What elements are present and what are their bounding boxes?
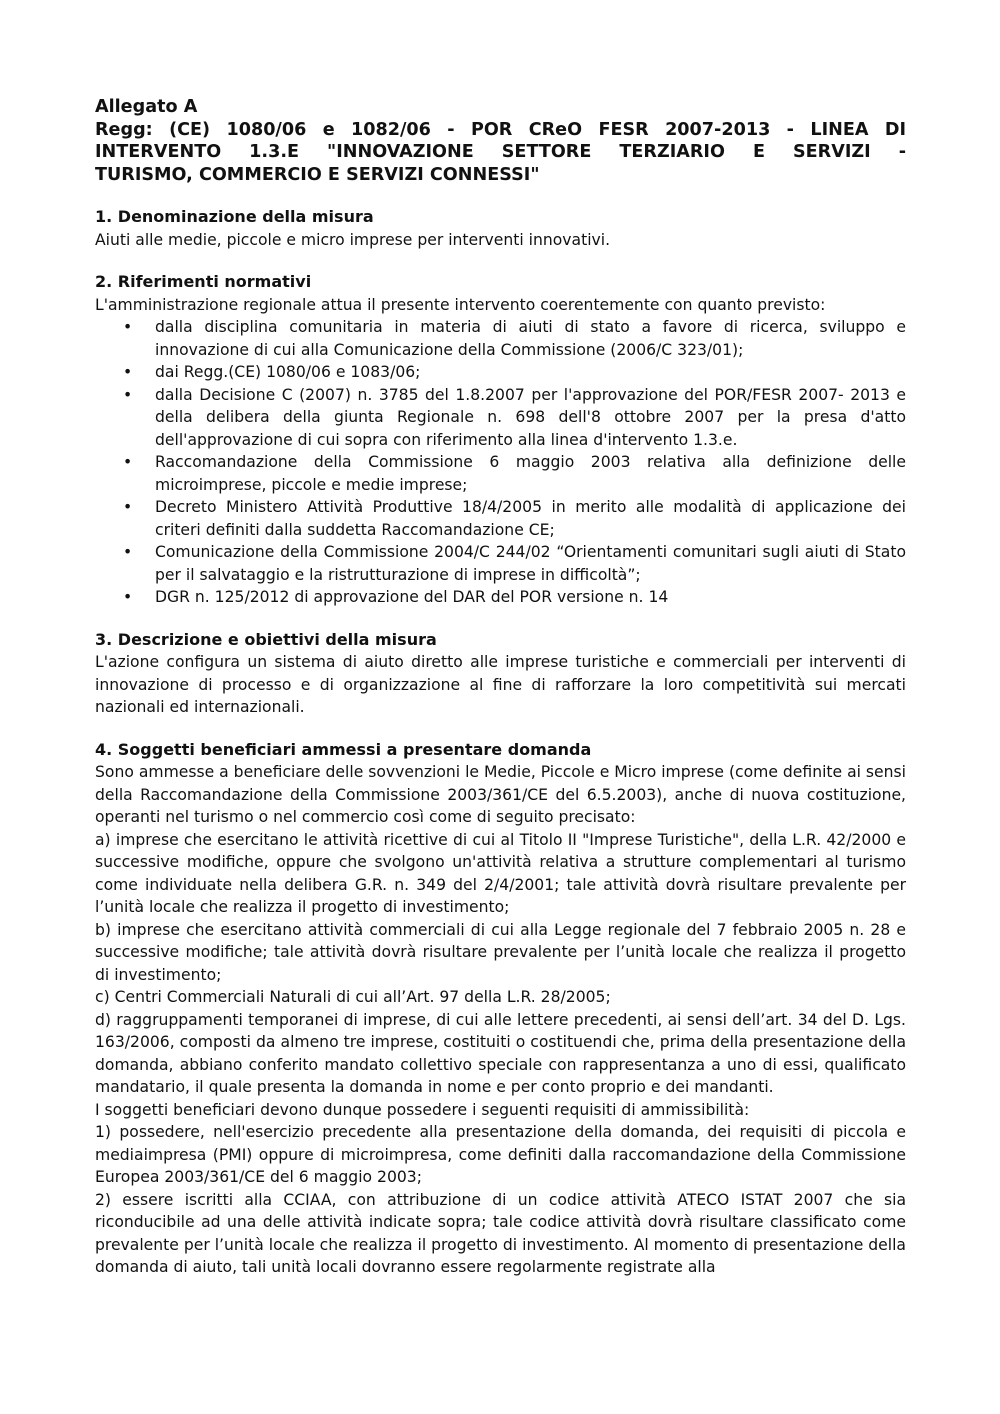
document-title (95, 96, 906, 186)
section-4-heading: 4. Soggetti beneficiari ammessi a presentare domanda (95, 739, 592, 759)
list-item: • dalla disciplina comunitaria in materia di aiuti di stato a favore di ricerca, sviluppo e innovazione di cui alla Comunicazione della Commissione (2006/C 323/01); (123, 318, 906, 359)
list-item: • Raccomandazione della Commissione 6 maggio 2003 relativa alla definizione delle microimprese, piccole e medie imprese; (123, 453, 906, 494)
references-list (95, 316, 906, 609)
section-4-paragraph: 1) possedere, nell'esercizio precedente alla presentazione della domanda, dei requisiti di piccola e mediaimpresa (PMI) oppure di microimpresa, come definiti dalla raccomandazione della Commissione Europea 2003/361/CE del 6 maggio 2003; (95, 1123, 906, 1187)
section-3-text: L'azione configura un sistema di aiuto diretto alle imprese turistiche e commerciali per interventi di innovazione di processo e di organizzazione al fine di rafforzare la loro competitività sui mercati nazionali ed internazionali. (95, 653, 906, 717)
bullet-icon: • (123, 385, 133, 404)
document-page (95, 96, 906, 1279)
section-2-heading: 2. Riferimenti normativi (95, 272, 312, 292)
section-1-heading: 1. Denominazione della misura (95, 207, 374, 227)
section-3-heading: 3. Descrizione e obiettivi della misura (95, 629, 437, 649)
section-4-paragraph: d) raggruppamenti temporanei di imprese, di cui alle lettere precedenti, ai sensi dell’art. 34 del D. Lgs. 163/2006, composti da almeno tre imprese, costituiti o costituendi che, prima della presentazione della domanda, abbiano conferito mandato collettivo speciale con rappresentanza a uno di essi, qualificato mandatario, il quale presenta la domanda in nome e per conto proprio e dei mandanti. (95, 1010, 906, 1097)
list-item: • DGR n. 125/2012 di approvazione del DAR del POR versione n. 14 (95, 586, 906, 609)
title-line-3: TURISMO, COMMERCIO E SERVIZI CONNESSI" (95, 164, 540, 185)
section-4-paragraph: c) Centri Commerciali Naturali di cui all’Art. 97 della L.R. 28/2005; (95, 988, 611, 1007)
section-4 (95, 739, 906, 1279)
annex-label: Allegato A (95, 97, 198, 117)
list-item: • Decreto Ministero Attività Produttive 18/4/2005 in merito alle modalità di applicazione dei criteri definiti dalla suddetta Raccomandazione CE; (123, 498, 906, 539)
section-1 (95, 206, 906, 251)
section-4-paragraph: I soggetti beneficiari devono dunque possedere i seguenti requisiti di ammissibilità: (95, 1100, 750, 1119)
section-1-text: Aiuti alle medie, piccole e micro imprese per interventi innovativi. (95, 230, 611, 249)
section-4-paragraph: 2) essere iscritti alla CCIAA, con attribuzione di un codice attività ATECO ISTAT 2007 che sia riconducibile ad una delle attività indicate sopra; tale codice attività dovrà risultare classificato come prevalente per l’unità locale che realizza il progetto di investimento. Al momento di presentazione della domanda di aiuto, tali unità locali dovranno essere regolarmente registrate alla (95, 1190, 906, 1277)
bullet-icon: • (123, 318, 133, 337)
section-2 (95, 271, 906, 609)
list-item: • dalla Decisione C (2007) n. 3785 del 1.8.2007 per l'approvazione del POR/FESR 2007- 2013 e della delibera della giunta Regionale n. 698 dell'8 ottobre 2007 per la presa d'atto dell'approvazione di cui sopra con riferimento alla linea d'intervento 1.3.e. (123, 385, 906, 449)
bullet-icon: • (123, 543, 133, 562)
bullet-icon: • (123, 498, 133, 517)
section-2-intro: L'amministrazione regionale attua il presente intervento coerentemente con quanto previsto: (95, 295, 826, 314)
bullet-icon: • (123, 588, 133, 607)
title-line-1: Regg: (CE) 1080/06 e 1082/06 - POR CReO FESR 2007-2013 - LINEA DI (95, 119, 906, 140)
section-4-paragraph: a) imprese che esercitano le attività ricettive di cui al Titolo II "Imprese Turistiche", della L.R. 42/2000 e successive modifiche, oppure che svolgono un'attività relativa a strutture complementari al turismo come individuate nella delibera G.R. n. 349 del 2/4/2001; tale attività dovrà risultare prevalente per l’unità locale che realizza il progetto di investimento; (95, 830, 906, 917)
bullet-icon: • (123, 453, 133, 472)
list-item: • Comunicazione della Commissione 2004/C 244/02 “Orientamenti comunitari sugli aiuti di Stato per il salvataggio e la ristrutturazione di imprese in difficoltà”; (123, 543, 906, 584)
section-3 (95, 629, 906, 719)
section-4-paragraph: Sono ammesse a beneficiare delle sovvenzioni le Medie, Piccole e Micro imprese (come definite ai sensi della Raccomandazione della Commissione 2003/361/CE del 6.5.2003), anche di nuova costituzione, operanti nel turismo o nel commercio così come di seguito precisato: (95, 763, 906, 827)
list-item: • dai Regg.(CE) 1080/06 e 1083/06; (95, 361, 906, 384)
section-4-paragraph: b) imprese che esercitano attività commerciali di cui alla Legge regionale del 7 febbraio 2005 n. 28 e successive modifiche; tale attività dovrà risultare prevalente per l’unità locale che realizza il progetto di investimento; (95, 920, 906, 984)
title-line-2: INTERVENTO 1.3.E "INNOVAZIONE SETTORE TERZIARIO E SERVIZI - (95, 142, 906, 163)
bullet-icon: • (123, 363, 133, 382)
